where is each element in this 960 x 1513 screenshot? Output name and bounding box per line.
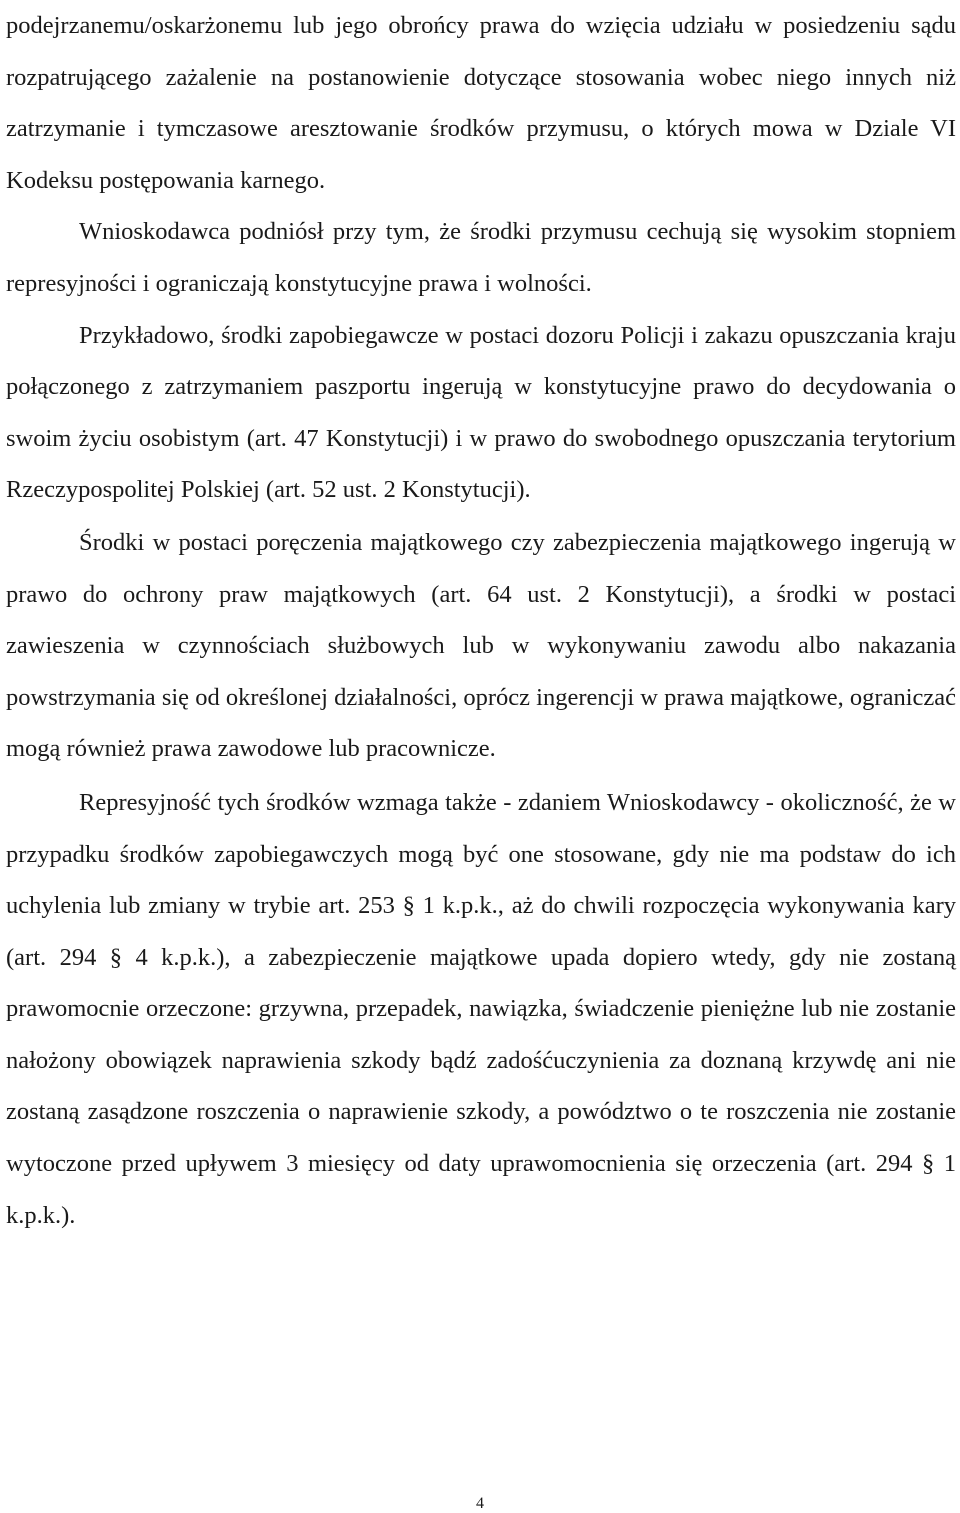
paragraph: Wnioskodawca podniósł przy tym, że środki przymusu cechują się wysokim stopniem represyjności i ograniczają konstytucyjne prawa i wolności. [6, 218, 956, 297]
paragraph: Represyjność tych środków wzmaga także - zdaniem Wnioskodawcy - okoliczność, że w przypadku środków zapobiegawczych mogą być one stosowane, gdy nie ma podstaw do ich uchylenia lub zmiany w trybie art. 253 § 1 k.p.k., aż do chwili rozpoczęcia wykonywania kary (art. 294 § 4 k.p.k.), a zabezpieczenie majątkowe upada dopiero wtedy, gdy nie zostaną prawomocnie orzeczone: grzywna, przepadek, nawiązka, świadczenie pieniężne lub nie zostanie nałożony obowiązek naprawienia szkody bądź zadośćuczynienia za doznaną krzywdę ani nie zostaną zasądzone roszczenia o naprawienie szkody, a powództwo o te roszczenia nie zostanie wytoczone przed upływem 3 miesięcy od daty uprawomocnienia się orzeczenia (art. 294 § 1 k.p.k.). [6, 788, 956, 1229]
document-page [6, 0, 956, 1241]
paragraph: podejrzanemu/oskarżonemu lub jego obrońcy prawa do wzięcia udziału w posiedzeniu sądu rozpatrującego zażalenie na postanowienie dotyczące stosowania wobec niego innych niż zatrzymanie i tymczasowe aresztowanie środków przymusu, o których mowa w Dziale VI Kodeksu postępowania karnego. [6, 12, 956, 194]
page-number: 4 [476, 1495, 484, 1512]
paragraph: Środki w postaci poręczenia majątkowego czy zabezpieczenia majątkowego ingerują w prawo do ochrony praw majątkowych (art. 64 ust. 2 Konstytucji), a środki w postaci zawieszenia w czynnościach służbowych lub w wykonywaniu zawodu albo nakazania powstrzymania się od określonej działalności, oprócz ingerencji w prawa majątkowe, ograniczać mogą również prawa zawodowe lub pracownicze. [6, 528, 956, 763]
paragraph: Przykładowo, środki zapobiegawcze w postaci dozoru Policji i zakazu opuszczania kraju połączonego z zatrzymaniem paszportu ingerują w konstytucyjne prawo do decydowania o swoim życiu osobistym (art. 47 Konstytucji) i w prawo do swobodnego opuszczania terytorium Rzeczypospolitej Polskiej (art. 52 ust. 2 Konstytucji). [6, 321, 956, 504]
